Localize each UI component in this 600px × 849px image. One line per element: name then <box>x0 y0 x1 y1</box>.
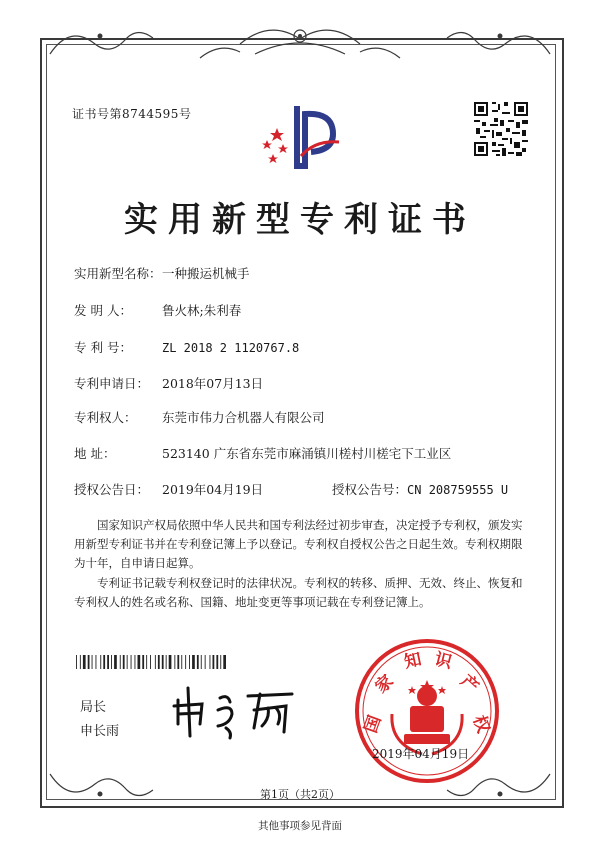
patentee-value: 东莞市伟力合机器人有限公司 <box>162 410 325 425</box>
footer-note: 其他事项参见背面 <box>258 820 342 832</box>
page-number: 第1页（共2页） <box>260 788 340 801</box>
address-label: 地 址： <box>74 446 116 461</box>
cnipa-logo-icon <box>255 100 351 172</box>
utility-model-name-value: 一种搬运机械手 <box>162 266 250 281</box>
patent-number-value: ZL 2018 2 1120767.8 <box>162 341 300 355</box>
svg-text:家: 家 <box>371 671 398 698</box>
official-seal-icon <box>352 636 502 786</box>
patentee-row <box>74 408 325 426</box>
patent-number-row <box>74 338 299 356</box>
statement-paragraph-1: 国家知识产权局依照中华人民共和国专利法经过初步审查，决定授予专利权，颁发实用新型专利证书并在专利登记簿上予以登记。专利权自授权公告之日起生效。专利权期限为十年，自申请日起算。 <box>74 518 523 570</box>
statement-paragraph-2: 专利证书记载专利权登记时的法律状况。专利权的转移、质押、无效、终止、恢复和专利权人的姓名或名称、国籍、地址变更等事项记载在专利登记簿上。 <box>74 576 523 609</box>
utility-model-name-label: 实用新型名称： <box>74 266 162 281</box>
grant-date-label: 授权公告日： <box>74 482 150 497</box>
svg-text:识: 识 <box>432 649 454 673</box>
qr-code-icon <box>472 100 530 158</box>
filing-date-label: 专利申请日： <box>74 376 150 391</box>
utility-model-name-row <box>74 264 250 282</box>
svg-text:产: 产 <box>456 671 483 698</box>
svg-text:权: 权 <box>468 712 494 736</box>
filing-date-row <box>74 374 263 392</box>
grant-number-value: CN 208759555 U <box>407 483 509 497</box>
seal-date: 2019年04月19日 <box>372 747 470 761</box>
chief-title: 局长 <box>80 700 107 715</box>
inventor-value: 鲁火林;朱利春 <box>162 303 242 318</box>
filing-date-value: 2018年07月13日 <box>162 376 264 391</box>
address-value: 523140 广东省东莞市麻涌镇川槎村川槎宅下工业区 <box>162 446 452 461</box>
inventor-label: 发 明 人： <box>74 303 132 318</box>
grant-row <box>74 480 508 498</box>
page-title: 实用新型专利证书 <box>124 200 476 240</box>
patentee-label: 专利权人： <box>74 410 137 425</box>
patent-number-label: 专 利 号： <box>74 340 132 355</box>
grant-date-value: 2019年04月19日 <box>162 482 264 497</box>
svg-text:国: 国 <box>360 712 386 736</box>
inventor-row <box>74 301 241 319</box>
signature-icon <box>168 680 298 740</box>
barcode-icon <box>76 655 228 669</box>
address-row <box>74 444 451 462</box>
chief-name: 申长雨 <box>80 724 120 739</box>
svg-text:知: 知 <box>402 649 424 673</box>
grant-number-label: 授权公告号： <box>332 482 408 497</box>
top-ornament-icon <box>40 14 560 74</box>
certificate-number: 证书号第8744595号 <box>72 107 192 121</box>
